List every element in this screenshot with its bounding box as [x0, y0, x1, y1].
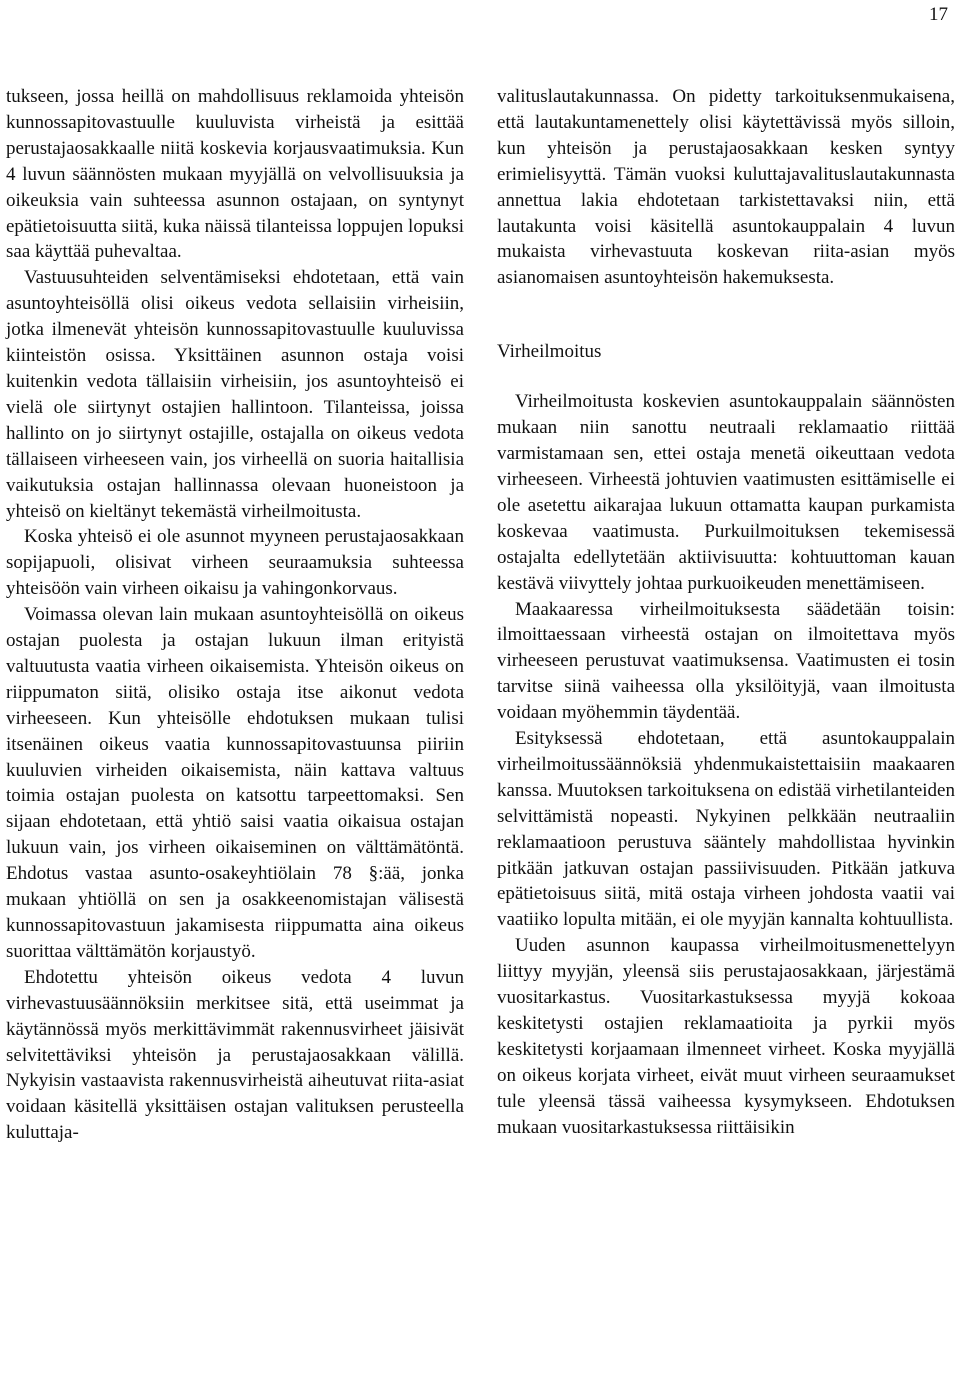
- body-paragraph: tukseen, jossa heillä on mahdollisuus reklamoida yhteisön kunnossapitovastuulle kuuluvista virheistä ja esittää perustajaosakkaalle niitä koskevia korjausvaatimuksia. Kun 4 luvun säännösten mukaan myyjällä on velvollisuuksia ja oikeuksia vain suhteessa asunnon ostajaan, on syntynyt epätietoisuutta siitä, kuka näissä tilanteissa loppujen lopuksi saa käyttää puhevaltaa.: [6, 86, 464, 263]
- body-paragraph: Vastuusuhteiden selventämiseksi ehdotetaan, että vain asuntoyhteisöllä olisi oikeus vedota sellaisiin virheisiin, jotka ilmenevät yhteisön kunnossapitovastuulle kuuluvissa kiinteistön osissa. Yksittäinen asunnon ostaja voisi kuitenkin vedota tällaisiin virheisiin, jos asuntoyhteisö ei vielä ole siirtynyt ostajien hallintoon. Tilanteissa, joissa hallinto on jo siirtynyt ostajille, ostajalla on oikeus vedota tällaiseen virheeseen vain, jos virheellä on suoria haitallisia vaikutuksia ostajan hallinnassa olevaan huoneistoon ja yhteisö on kieltänyt tekemästä virheilmoitusta.: [6, 267, 464, 522]
- body-paragraph: Virheilmoitusta koskevien asuntokauppalain säännösten mukaan niin sanottu neutraali reklamaatio riittää varmistamaan sen, ettei ostaja menetä oikeuttaan vedota virheeseen. Virheestä johtuvien vaatimusten esittämiselle ei ole asetettu aikarajaa lukuun ottamatta kaupan purkamista koskevaa vaatimusta. Purkuilmoituksen tekemisessä ostajalta edellytetään aktiivisuutta: kohtuuttoman kauan kestävä viivyttely johtaa purkuoikeuden menettämiseen.: [497, 391, 955, 594]
- left-column: [6, 84, 464, 1146]
- section-heading: Virheilmoitus: [497, 341, 602, 363]
- body-paragraph: Ehdotettu yhteisön oikeus vedota 4 luvun virhevastuusäännöksiin merkitsee sitä, että useimmat ja käytännössä myös merkittävimmät rakennusvirheet jäisivät selvitettäviksi yhteisön ja perustajaosakkaan välillä. Nykyisin vastaavista rakennusvirheistä aiheutuvat riita-asiat voidaan käsitellä yksittäisen ostajan valituksen perusteella kuluttaja-: [6, 966, 464, 1144]
- body-paragraph: Uuden asunnon kaupassa virheilmoitusmenettelyyn liittyy myyjän, yleensä siis perustajaosakkaan, järjestämä vuositarkastus. Vuositarkastuksessa myyjä kokoaa keskitetysti ostajien reklamaatioita ja pyrkii myös keskitetysti korjaamaan ilmenneet virheet. Koska myyjällä on oikeus korjata virheet, eivät muut virheen seuraamukset tule yleensä tässä vaiheessa kysymykseen. Ehdotuksen mukaan vuositarkastuksessa riittäisikin: [497, 935, 955, 1138]
- body-paragraph: valituslautakunnassa. On pidetty tarkoituksenmukaisena, että lautakuntamenettely olisi käytettävissä myös silloin, kun yhteisön ja perustajaosakkaan kesken syntyy erimielisyyttä. Tämän vuoksi kuluttajavalituslautakunnasta annettua lakia ehdotetaan tarkistettavaksi niin, että lautakunta voisi käsitellä asuntokauppalain 4 luvun mukaista virhevastuuta koskevan riita-asian myös asianomaisen asuntoyhteisön hakemuksesta.: [497, 86, 955, 289]
- body-paragraph: Koska yhteisö ei ole asunnot myyneen perustajaosakkaan sopijapuoli, olisivat virheen seuraamuksia suhteessa yhteisöön vain virheen oikaisu ja vahingonkorvaus.: [6, 526, 464, 600]
- body-paragraph: Esityksessä ehdotetaan, että asuntokauppalain virheilmoitussäännöksiä yhdenmukaistettaisiin maakaaren kanssa. Muutoksen tarkoituksena on edistää virhetilanteiden selvittämistä nopeasti. Nykyinen pelkkään neutraaliin reklamaatioon perustuva sääntely mahdollistaa hyvinkin pitkään jatkuvan ostajan passiivisuuden. Pitkään jatkuva epätietoisuus siitä, mitä ostaja virheen johdosta vaatii vai vaatiiko lopulta mitään, ei ole myyjän kannalta kohtuullista.: [497, 728, 955, 931]
- page-number: 17: [929, 4, 948, 25]
- body-paragraph: Maakaaressa virheilmoituksesta säädetään toisin: ilmoittaessaan virheestä ostajan on ilmoitettava myös virheeseen perustuvat vaatimuksensa. Vaatimusten ei tosin tarvitse siinä vaiheessa olla yksilöityjä, vaan ilmoitusta voidaan myöhemmin täydentää.: [497, 598, 955, 724]
- body-paragraph: Voimassa olevan lain mukaan asuntoyhteisöllä on oikeus ostajan puolesta ja ostajan lukuun ilman erityistä valtuutusta vaatia virheen oikaisemista. Yhteisön oikeus on riippumaton siitä, olisiko ostaja itse aikonut vedota virheeseen. Kun yhteisölle ehdotuksen mukaan tulisi itsenäinen oikeus vaatia kunnossapitovastuunsa piiriin kuuluvien virheiden oikaisemista, näin kattava valtuus toimia ostajan puolesta on katsottu tarpeettomaksi. Sen sijaan ehdotetaan, että yhtiö saisi vaatia oikaisua ostajan lukuun vain, jos virheen oikaiseminen on välttämätöntä. Ehdotus vastaa asunto-osakeyhtiölain 78 §:ää, jonka mukaan yhtiöllä on sen ja osakkeenomistajan välisestä kunnossapitovastuun jakamisesta riippumatta aina oikeus suorittaa välttämätön korjaustyö.: [6, 604, 464, 962]
- right-column: [497, 84, 955, 1141]
